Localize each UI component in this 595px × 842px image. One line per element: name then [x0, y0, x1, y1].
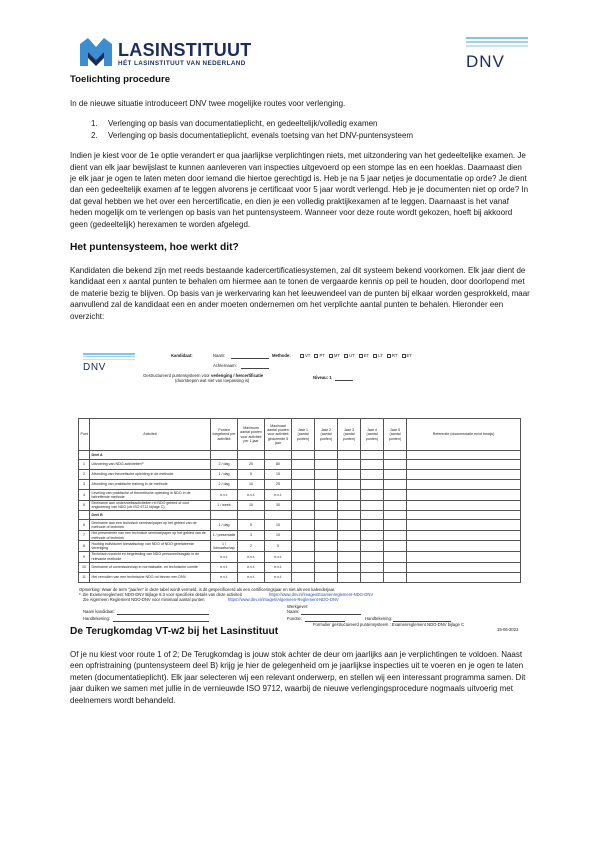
table-cell: n.v.t. — [265, 490, 292, 501]
table-cell: 6 — [79, 520, 90, 531]
table-cell — [338, 520, 361, 531]
table-cell — [384, 451, 407, 460]
table-section-row — [79, 451, 521, 460]
points-title: Het puntensysteem, hoe werkt dit? — [70, 242, 239, 254]
table-cell: n.v.t. — [265, 572, 292, 582]
form-werkgever-naam-label: Naam: — [287, 609, 300, 614]
table-cell — [292, 530, 315, 541]
table-cell — [265, 451, 292, 460]
table-cell — [315, 551, 338, 562]
table-cell: Het presenteren van een technisch seminar/paper op het gebied van de methode of techniek — [90, 530, 211, 541]
table-cell: 80 — [265, 460, 292, 470]
table-cell — [315, 460, 338, 470]
table-cell: 10 — [79, 562, 90, 572]
form-handtekening-label: Handtekening: — [83, 616, 111, 621]
form-functie-label: Functie: — [287, 616, 302, 621]
table-cell — [292, 490, 315, 501]
table-cell: 20 — [238, 460, 265, 470]
form-achternaam-label: Achternaam: — [213, 363, 237, 368]
table-cell: Hoofdig individueel lidmaatschap van NDO of NDO gerelateerde vereniging — [90, 541, 211, 552]
form-niveau-label: Niveau: 1 — [313, 375, 332, 380]
form-gestructureerd-note: (doorstrepen wat niet van toepassing is) — [175, 378, 250, 383]
table-cell — [384, 572, 407, 582]
form-methods: VT PT MT UT ET LT RT ET — [297, 353, 412, 358]
table-cell: 2 / dag — [211, 480, 238, 490]
table-cell: 5 — [238, 520, 265, 531]
table-cell — [315, 511, 338, 520]
form-reference: Formulier gestructureerd puntensysteem : Examenreglement NDO-DNV bijlage C — [313, 622, 465, 627]
table-cell — [407, 451, 521, 460]
form-footnote-2: ¹⁾ Zie Examenreglement NDO-DNV Bijlage 8.3 voor specifieke details van deze activiteit — [79, 592, 242, 597]
table-cell: 7 — [79, 530, 90, 541]
logo-name: LASINSTITUUT — [118, 40, 252, 60]
table-cell: Leveling van praktische of theoretische opleiding in NDO in de betreffende methode — [90, 490, 211, 501]
table-cell — [384, 541, 407, 552]
logo-tagline: HÉT LASINSTITUUT VAN NEDERLAND — [118, 60, 246, 67]
table-header-row — [79, 419, 521, 451]
table-row — [79, 500, 521, 511]
table-cell: n.v.t. — [265, 551, 292, 562]
table-cell: n.v.t. — [238, 551, 265, 562]
table-cell — [315, 541, 338, 552]
table-cell: 5 — [238, 470, 265, 480]
table-cell — [384, 500, 407, 511]
table-cell — [292, 451, 315, 460]
table-cell — [292, 500, 315, 511]
table-cell — [79, 451, 90, 460]
table-cell — [407, 470, 521, 480]
dnv-logo — [466, 37, 528, 72]
table-cell — [407, 490, 521, 501]
table-cell: 10 — [238, 480, 265, 490]
table-cell — [315, 500, 338, 511]
table-cell — [361, 470, 384, 480]
form-naam-kandidaat-label: Naam kandidaat: — [83, 609, 115, 614]
table-cell — [338, 490, 361, 501]
table-cell — [407, 500, 521, 511]
table-cell — [361, 551, 384, 562]
table-cell: Deelname aan een technisch seminar/paper op het gebied van de methode of techniek — [90, 520, 211, 531]
table-row — [79, 551, 521, 562]
table-cell — [338, 572, 361, 582]
table-cell — [384, 520, 407, 531]
form-naam-label: Naam: — [213, 353, 226, 358]
table-header: Activiteit — [90, 419, 211, 451]
table-cell: n.v.t. — [211, 490, 238, 501]
table-header: Jaar 4 (aantal punten) — [361, 419, 384, 451]
table-cell: n.v.t. — [238, 562, 265, 572]
table-cell — [338, 480, 361, 490]
table-cell: Deelname of commissiechap in normalisatie- en technische comité — [90, 562, 211, 572]
table-cell — [292, 460, 315, 470]
form-handtekening2-label: Handtekening: — [365, 616, 393, 621]
table-row — [79, 470, 521, 480]
form-date: 15-06-2022 — [497, 627, 519, 632]
table-header: Jaar 2 (aantal punten) — [315, 419, 338, 451]
table-cell — [407, 480, 521, 490]
table-row — [79, 480, 521, 490]
table-cell — [211, 511, 238, 520]
table-cell — [338, 511, 361, 520]
table-cell — [384, 551, 407, 562]
main-content — [70, 74, 530, 322]
table-cell — [238, 451, 265, 460]
table-cell — [79, 511, 90, 520]
form-footnote-3-link[interactable]: https://www.dnv.nl/images/Algemeen-Reglement-NDO-DNV — [228, 597, 339, 602]
table-cell: Deel B — [90, 511, 211, 520]
table-cell: n.v.t. — [238, 572, 265, 582]
form-footnote-2-link[interactable]: https://www.dnv.nl/images/Examenreglement-NDO-DNV — [269, 592, 374, 597]
table-header: Jaar 1 (aantal punten) — [292, 419, 315, 451]
table-cell: 30 — [265, 500, 292, 511]
table-row — [79, 490, 521, 501]
table-cell — [338, 460, 361, 470]
table-cell: 3 — [79, 480, 90, 490]
table-section-row — [79, 511, 521, 520]
table-cell — [384, 480, 407, 490]
table-cell: 2 — [238, 541, 265, 552]
page-header — [0, 0, 595, 75]
table-cell: 1 / week — [211, 500, 238, 511]
table-cell — [338, 470, 361, 480]
table-cell — [384, 470, 407, 480]
procedure-body: Indien je kiest voor de 1e optie verandert er qua jaarlijkse verplichtingen niets, met uitzondering van het gedeeltelijke examen. Je dient van elk jaar bewijslast te kunnen aanleveren van inspecties uitgevoerd op een stompe las en een hoeklas. Daarnaast dien je elk jaar je ogen te laten meten door iemand die hiertoe gerechtigd is. Heb je na 5 jaar netjes je documentatie op orde? Je dient dan een gedeeltelijk examen af te leggen alvorens je certificaat voor 5 jaar wordt verlengd. Heb je je documenten niet op orde? In dat geval hebben we het over een hercertificatie, en dien je een volledig praktijkexamen af te leggen. Daarnaast is het vanaf heden mogelijk om te verlengen op basis van het puntensysteem. Wanneer voor deze route wordt gekozen, hoeft bij akkoord geen (gedeeltelijk) herexamen te worden afgelegd. — [70, 151, 529, 229]
table-cell — [361, 490, 384, 501]
table-cell: 2 — [79, 470, 90, 480]
table-cell: Deelname aan onderzoeksactiviteiten rel NDO gebied of voor engineering van NDO (cfr ISO 9712 bijlage C) — [90, 500, 211, 511]
form-methode-label: Methode: — [272, 353, 291, 358]
table-cell — [315, 451, 338, 460]
table-cell — [338, 451, 361, 460]
form-dnv-logo: DNV — [83, 353, 135, 373]
table-cell — [315, 520, 338, 531]
table-cell — [315, 572, 338, 582]
table-cell: 15 — [265, 470, 292, 480]
form-werkgever-label: Werkgever: — [287, 604, 309, 609]
table-cell — [407, 511, 521, 520]
form-gestructureerd-label: Gestructureerd puntensysteem voor verlenging / hercertificatie — [143, 373, 264, 378]
terugkomdag-title: De Terugkomdag VT-w2 bij het Lasinstituut — [70, 626, 279, 637]
table-cell — [407, 562, 521, 572]
table-cell — [315, 470, 338, 480]
table-cell — [338, 530, 361, 541]
table-cell — [384, 460, 407, 470]
table-cell: Afronding van theoretische opleiding in de methode — [90, 470, 211, 480]
table-cell — [265, 511, 292, 520]
table-cell — [407, 460, 521, 470]
terugkomdag-section — [70, 625, 530, 706]
procedure-intro: In de nieuwe situatie introduceert DNV twee mogelijke routes voor verlenging. — [70, 99, 346, 108]
procedure-title: Toelichting procedure — [70, 74, 171, 85]
table-cell — [238, 511, 265, 520]
table-cell: n.v.t. — [211, 551, 238, 562]
table-cell — [292, 511, 315, 520]
table-cell — [361, 530, 384, 541]
table-cell — [338, 562, 361, 572]
table-cell: 10 — [265, 530, 292, 541]
form-kandidaat-label: Kandidaat: — [171, 353, 193, 358]
table-cell — [315, 490, 338, 501]
table-header: Jaar 3 (aantal punten) — [338, 419, 361, 451]
table-cell — [407, 520, 521, 531]
table-cell — [361, 460, 384, 470]
points-form-figure — [73, 350, 528, 622]
dnv-logo-bars-icon — [466, 37, 528, 47]
table-cell — [407, 551, 521, 562]
list-item: 1. Verlenging op basis van documentatieplicht, en gedeeltelijk/volledig examen — [91, 119, 378, 129]
points-body: Kandidaten die bekend zijn met reeds bestaande kadercertificatiesystemen, zal dit systeem bekend voorkomen. Elk jaar dient de kandidaat een x aantal punten te behalen om hiermee aan te tonen de vergaarde kennis op peil te houden, door doorlopend met de materie bezig te blijven. Op basis van je werkervaring kan het leeuwendeel van de punten bij elkaar worden gesprokkeld, maar aanvullend zal de kandidaat een en ander moeten ondernemen om het verplichte aantal punten te behalen. Hieronder een overzicht: — [70, 266, 530, 321]
table-cell: n.v.t. — [211, 562, 238, 572]
table-cell: n.v.t. — [211, 572, 238, 582]
table-cell — [407, 541, 521, 552]
table-cell — [338, 500, 361, 511]
table-row — [79, 572, 521, 582]
table-cell: 8 — [79, 541, 90, 552]
table-cell: 1 / lidmaatschap — [211, 541, 238, 552]
table-header: Punten toegekend per activiteit — [211, 419, 238, 451]
table-cell — [292, 562, 315, 572]
table-cell — [292, 541, 315, 552]
table-cell — [338, 541, 361, 552]
table-cell — [361, 451, 384, 460]
routes-list — [91, 118, 530, 141]
table-cell — [292, 572, 315, 582]
table-header: Maximaal aantal punten voor activiteit gedurende 5 jaar — [265, 419, 292, 451]
form-footnote-3: Zie Algemeen Reglement NDO-DNV voor minimaal aantal punten — [83, 597, 205, 602]
table-cell — [315, 562, 338, 572]
table-cell: 1 / presentatie — [211, 530, 238, 541]
table-cell — [407, 572, 521, 582]
table-cell — [361, 562, 384, 572]
table-header: Referentie (documentatie en/of bewijs) — [407, 419, 521, 451]
table-cell — [384, 562, 407, 572]
table-cell: Het vervullen van een technische NDO-rol binnen een DNV — [90, 572, 211, 582]
table-cell: n.v.t. — [265, 562, 292, 572]
table-cell: 1 / dag — [211, 470, 238, 480]
table-cell — [361, 500, 384, 511]
table-cell — [292, 470, 315, 480]
table-cell — [361, 480, 384, 490]
table-cell — [407, 530, 521, 541]
table-cell: 3 — [238, 530, 265, 541]
table-cell — [384, 530, 407, 541]
table-cell — [292, 480, 315, 490]
table-header: Maximum aantal punten voor activiteit per 1 jaar — [238, 419, 265, 451]
table-cell: Afronding van praktische training in de methode — [90, 480, 211, 490]
table-row — [79, 530, 521, 541]
table-cell: 1 — [79, 460, 90, 470]
dnv-logo-text: DNV — [466, 52, 505, 72]
table-cell — [361, 541, 384, 552]
table-cell — [315, 480, 338, 490]
table-cell — [338, 551, 361, 562]
table-cell — [292, 520, 315, 531]
table-cell: n.v.t. — [238, 490, 265, 501]
table-cell — [211, 451, 238, 460]
table-cell: 4 — [79, 490, 90, 501]
table-cell — [315, 530, 338, 541]
table-cell: Technisch toezicht en begeleiding van NDO personeel/stagiair in de relevante methode — [90, 551, 211, 562]
table-cell: 25 — [265, 480, 292, 490]
table-cell: Uitvoering van NDO-activiteiten¹⁾ — [90, 460, 211, 470]
table-cell: 5 — [265, 541, 292, 552]
table-cell: 5 — [79, 500, 90, 511]
table-cell: 2 / dag — [211, 460, 238, 470]
list-item: 2. Verlenging op basis documentatieplicht, evenals toetsing van het DNV-puntensysteem — [91, 130, 414, 140]
table-cell: 10 — [238, 500, 265, 511]
form-footnote-1: Opmerking: Waar de term "jaar/en" in deze tabel wordt vermeld, is dit gespecificeerd als een certificeringsjaar en niet als een kalenderjaar. — [79, 587, 336, 592]
points-table — [78, 418, 521, 583]
table-cell: 11 — [79, 572, 90, 582]
table-header: Jaar 5 (aantal punten) — [384, 419, 407, 451]
table-row — [79, 460, 521, 470]
table-cell — [361, 520, 384, 531]
lasinstituut-logo-icon — [80, 38, 112, 66]
table-cell: 9 — [79, 551, 90, 562]
table-row — [79, 541, 521, 552]
table-cell — [384, 511, 407, 520]
table-cell: Deel A — [90, 451, 211, 460]
table-cell — [361, 511, 384, 520]
table-cell — [292, 551, 315, 562]
table-row — [79, 520, 521, 531]
table-cell — [361, 572, 384, 582]
terugkomdag-body: Of je nu kiest voor route 1 of 2; De Terugkomdag is jouw stok achter de deur om jaarlijks aan je verplichtingen te voldoen. Naast een opfristraining (puntensysteem deel B) krijg je hier de gelegenheid om je jaarlijkse inspecties uit te voeren en je ogen te laten meten (documentatieplicht). Elk jaar selecteren wij een relevant onderwerp, en stellen wij een interessant programma samen. Dit jaar duiken we samen met jullie in de vernieuwde ISO 9712, waarbij de nieuwe verlengingsprocedure nogmaals uitvoerig met deelnemers wordt behandeld. — [70, 650, 526, 705]
table-header: Punt — [79, 419, 90, 451]
table-cell — [384, 490, 407, 501]
table-cell: 10 — [265, 520, 292, 531]
table-cell: 1 / dag — [211, 520, 238, 531]
table-row — [79, 562, 521, 572]
